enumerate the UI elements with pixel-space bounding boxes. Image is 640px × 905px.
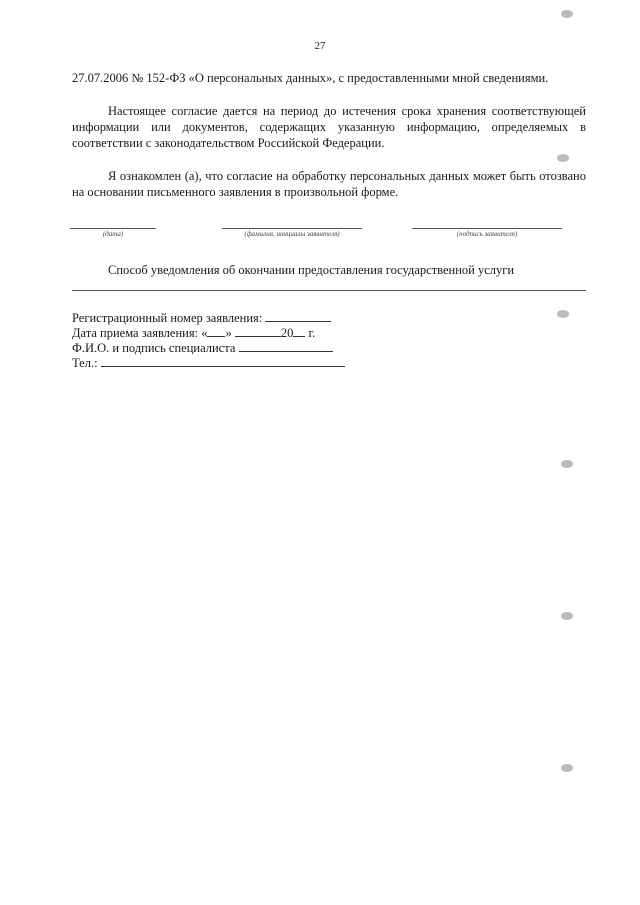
notification-method-label: Способ уведомления об окончании предоставления государственной услуги — [108, 263, 515, 277]
page-number: 27 — [314, 40, 326, 52]
specialist-field[interactable] — [239, 340, 333, 352]
office-use-fields — [72, 310, 345, 370]
phone-row — [72, 355, 345, 370]
signature-caption: (подпись заявителя) — [456, 230, 518, 238]
name-line — [222, 228, 362, 229]
scan-mark-icon — [560, 8, 574, 20]
name-signature-field[interactable] — [222, 228, 362, 248]
name-caption: (фамилия, инициалы заявителя) — [244, 230, 340, 238]
year-prefix: 20 — [280, 326, 294, 340]
year-suffix: г. — [308, 326, 316, 340]
date-caption: (дата) — [102, 230, 124, 238]
scan-mark-icon — [560, 610, 574, 622]
date-received-label: Дата приема заявления: « — [72, 326, 208, 340]
specialist-row — [72, 340, 345, 355]
specialist-label: Ф.И.О. и подпись специалиста — [72, 341, 236, 355]
paragraph-consent-revocation: Я ознакомлен (а), что согласие на обработку персональных данных может быть отозвано на основании письменного заявления в произвольной форме. — [72, 169, 586, 199]
reg-number-label: Регистрационный номер заявления: — [72, 311, 263, 325]
date-signature-field[interactable] — [70, 228, 156, 248]
notification-method-field[interactable] — [72, 290, 586, 291]
day-field[interactable] — [207, 325, 225, 337]
signature-row — [0, 228, 640, 248]
phone-label: Тел.: — [72, 356, 98, 370]
scan-mark-icon — [556, 152, 570, 164]
date-line — [70, 228, 156, 229]
reg-number-field[interactable] — [265, 310, 331, 322]
scan-mark-icon — [556, 308, 570, 320]
date-received-row — [72, 325, 345, 340]
reg-number-row — [72, 310, 345, 325]
date-quote-close: » — [225, 326, 232, 340]
applicant-signature-field[interactable] — [412, 228, 562, 248]
scan-mark-icon — [560, 458, 574, 470]
signature-line — [412, 228, 562, 229]
month-field[interactable] — [235, 325, 281, 337]
year-field[interactable] — [293, 325, 305, 337]
paragraph-law-reference: 27.07.2006 № 152-ФЗ «О персональных данных», с предоставленными мной сведениями. — [72, 71, 549, 85]
phone-field[interactable] — [101, 355, 345, 367]
scan-mark-icon — [560, 762, 574, 774]
paragraph-consent-period: Настоящее согласие дается на период до истечения срока хранения соответствующей информации или документов, содержащих указанную информацию, определяемых в соответствии с законодательством Российской Федерации. — [72, 104, 586, 150]
